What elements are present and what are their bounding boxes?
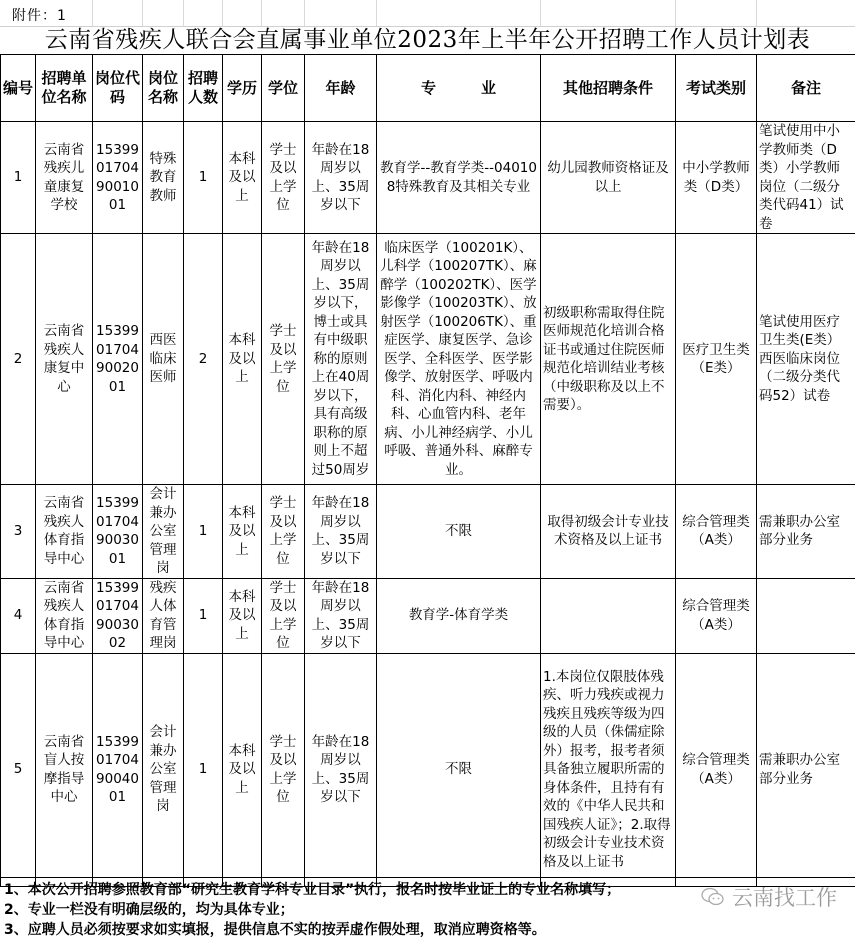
cell-count: 2 <box>184 234 223 485</box>
cell-no: 3 <box>1 485 36 579</box>
cell-degree: 学士及以上学位 <box>262 122 305 234</box>
header-other: 其他招聘条件 <box>541 55 676 122</box>
cell-code: 15399017049004001 <box>93 653 143 886</box>
grid-divider <box>183 0 184 26</box>
cell-remark: 笔试使用中小学教师类（D类）小学教师岗位（二级分类代码41）试卷 <box>757 122 855 234</box>
cell-age: 年龄在18周岁以上、35周岁以下 <box>305 122 377 234</box>
cell-exam: 综合管理类（A类） <box>676 485 757 579</box>
cell-degree: 学士及以上学位 <box>262 234 305 485</box>
cell-education: 本科及以上 <box>223 578 262 653</box>
header-remark: 备注 <box>757 55 855 122</box>
header-major: 专 业 <box>377 55 541 122</box>
header-exam: 考试类别 <box>676 55 757 122</box>
grid-divider <box>675 0 676 26</box>
cell-unit: 云南省残疾人康复中心 <box>36 234 93 485</box>
header-count: 招聘人数 <box>184 55 223 122</box>
cell-count: 1 <box>184 578 223 653</box>
header-degree: 学位 <box>262 55 305 122</box>
cell-other: 幼儿园教师资格证及以上 <box>541 122 676 234</box>
cell-count: 1 <box>184 485 223 579</box>
cell-code: 15399017049001001 <box>93 122 143 234</box>
cell-education: 本科及以上 <box>223 234 262 485</box>
watermark-text: 云南找工作 <box>732 882 837 912</box>
note-1: 1、本次公开招聘参照教育部“研究生教育学科专业目录”执行，报名时按毕业证上的专业名称填写； <box>4 880 620 900</box>
cell-no: 1 <box>1 122 36 234</box>
header-code: 岗位代码 <box>93 55 143 122</box>
cell-remark <box>757 578 855 653</box>
cell-exam: 综合管理类（A类） <box>676 578 757 653</box>
cell-unit: 云南省残疾人体育指导中心 <box>36 485 93 579</box>
cell-age: 年龄在18周岁以上、35周岁以下 <box>305 653 377 886</box>
cell-degree: 学士及以上学位 <box>262 485 305 579</box>
table-row <box>1 578 855 653</box>
header-no: 编号 <box>1 55 36 122</box>
cell-exam: 中小学教师类（D类） <box>676 122 757 234</box>
cell-other: 初级职称需取得住院医师规范化培训合格证书或通过住院医师规范化培训结业考核（中级职称及以上不需要）。 <box>541 234 676 485</box>
page-title: 云南省残疾人联合会直属事业单位2023年上半年公开招聘工作人员计划表 <box>0 26 855 54</box>
cell-count: 1 <box>184 122 223 234</box>
annex-label: 附件：1 <box>12 5 67 25</box>
header-education: 学历 <box>223 55 262 122</box>
table-row <box>1 122 855 234</box>
cell-major: 教育学--教育学类--040108特殊教育及其相关专业 <box>377 122 541 234</box>
cell-major: 临床医学（100201K）、儿科学（100207TK）、麻醉学（100202TK）、医学影像学（100203TK）、放射医学（100206TK）、重症医学、康复医学、急诊医学、全科医学、医学影像学、放射医学、呼吸内科、消化内科、神经内科、心血管内科、老年病、小儿神经病学、小儿呼吸、普通外科、麻醉专业。 <box>377 234 541 485</box>
cell-no: 4 <box>1 578 36 653</box>
cell-major: 不限 <box>377 653 541 886</box>
cell-education: 本科及以上 <box>223 653 262 886</box>
table-header-row <box>1 55 855 122</box>
cell-unit: 云南省残疾儿童康复学校 <box>36 122 93 234</box>
cell-code: 15399017049002001 <box>93 234 143 485</box>
recruitment-plan-table <box>0 54 855 887</box>
cell-other <box>541 578 676 653</box>
cell-age: 年龄在18周岁以上、35周岁以下，博士或具有中级职称的原则上在40周岁以下，具有高级职称的原则上不超过50周岁 <box>305 234 377 485</box>
table-row <box>1 653 855 886</box>
note-3: 3、应聘人员必须按要求如实填报，提供信息不实的按弄虚作假处理，取消应聘资格等。 <box>4 920 546 940</box>
cell-age: 年龄在18周岁以上、35周岁以下 <box>305 578 377 653</box>
grid-divider <box>92 0 93 26</box>
cell-remark: 需兼职办公室部分业务 <box>757 653 855 886</box>
cell-count: 1 <box>184 653 223 886</box>
grid-divider <box>376 0 377 26</box>
table-row <box>1 485 855 579</box>
cell-code: 15399017049003002 <box>93 578 143 653</box>
cell-unit: 云南省盲人按摩指导中心 <box>36 653 93 886</box>
grid-divider <box>142 0 143 26</box>
grid-divider <box>261 0 262 26</box>
cell-education: 本科及以上 <box>223 122 262 234</box>
grid-divider <box>540 0 541 26</box>
header-age: 年龄 <box>305 55 377 122</box>
cell-exam: 医疗卫生类（E类） <box>676 234 757 485</box>
table-row <box>1 234 855 485</box>
cell-education: 本科及以上 <box>223 485 262 579</box>
grid-divider <box>304 0 305 26</box>
header-position: 岗位名称 <box>143 55 184 122</box>
grid-divider <box>222 0 223 26</box>
cell-position: 残疾人体育管理岗 <box>143 578 184 653</box>
cell-code: 15399017049003001 <box>93 485 143 579</box>
cell-remark: 笔试使用医疗卫生类(E类）西医临床岗位（二级分类代码52）试卷 <box>757 234 855 485</box>
cell-remark: 需兼职办公室部分业务 <box>757 485 855 579</box>
grid-divider <box>756 0 757 26</box>
cell-degree: 学士及以上学位 <box>262 653 305 886</box>
watermark <box>700 882 837 912</box>
cell-position: 特殊教育教师 <box>143 122 184 234</box>
wechat-icon <box>700 886 726 908</box>
cell-position: 西医临床医师 <box>143 234 184 485</box>
cell-other: 取得初级会计专业技术资格及以上证书 <box>541 485 676 579</box>
cell-position: 会计兼办公室管理岗 <box>143 485 184 579</box>
annex-row <box>0 0 855 27</box>
cell-major: 不限 <box>377 485 541 579</box>
cell-degree: 学士及以上学位 <box>262 578 305 653</box>
cell-unit: 云南省残疾人体育指导中心 <box>36 578 93 653</box>
cell-no: 5 <box>1 653 36 886</box>
cell-exam: 综合管理类（A类） <box>676 653 757 886</box>
header-unit: 招聘单位名称 <box>36 55 93 122</box>
note-2: 2、专业一栏没有明确层级的，均为具体专业； <box>4 900 294 920</box>
cell-major: 教育学-体育学类 <box>377 578 541 653</box>
cell-age: 年龄在18周岁以上、35周岁以下 <box>305 485 377 579</box>
cell-position: 会计兼办公室管理岗 <box>143 653 184 886</box>
cell-no: 2 <box>1 234 36 485</box>
cell-other: 1.本岗位仅限肢体残疾、听力残疾或视力残疾且残疾等级为四级的人员（侏儒症除外）报考，报考者须具备独立履职所需的身体条件，且持有有效的《中华人民共和国残疾人证》；2.取得初级会计专业技术资格及以上证书 <box>541 653 676 886</box>
